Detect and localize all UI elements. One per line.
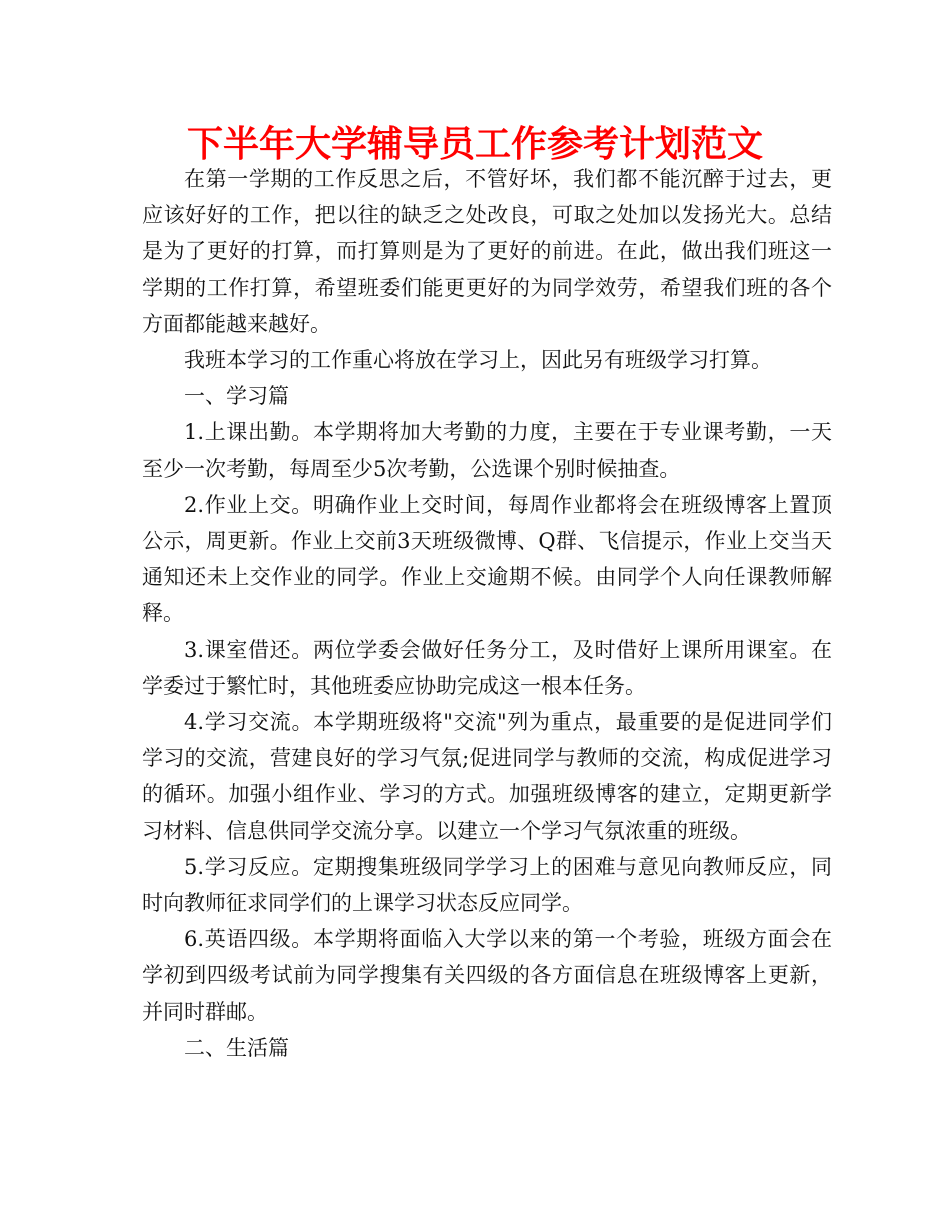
paragraph-homework: 2.作业上交。明确作业上交时间，每周作业都将会在班级博客上置顶公示，周更新。作业上交前3天班级微博、Q群、飞信提示，作业上交当天通知还未上交作业的同学。作业上交逾期不候。由同学个人向任课教师解释。 <box>142 492 832 626</box>
document-title: 下半年大学辅导员工作参考计划范文 <box>186 124 763 165</box>
paragraph-intro: 在第一学期的工作反思之后，不管好坏，我们都不能沉醉于过去，更应该好好的工作，把以往的缺乏之处改良，可取之处加以发扬光大。总结是为了更好的打算，而打算则是为了更好的前进。在此，做出我们班这一学期的工作打算，希望班委们能更更好的为同学效劳，希望我们班的各个方面都能越来越好。 <box>142 167 832 336</box>
paragraph-feedback: 5.学习反应。定期搜集班级同学学习上的困难与意见向教师反应，同时向教师征求同学们的上课学习状态反应同学。 <box>142 854 832 916</box>
section-heading-life: 二、生活篇 <box>184 1035 289 1060</box>
section-heading-study: 一、学习篇 <box>184 384 289 409</box>
paragraph-attendance: 1.上课出勤。本学期将加大考勤的力度，主要在于专业课考勤，一天至少一次考勤，每周至少5次考勤，公选课个别时候抽查。 <box>142 420 832 481</box>
paragraph-exchange: 4.学习交流。本学期班级将"交流"列为重点，最重要的是促进同学们学习的交流，营建良好的学习气氛;促进同学与教师的交流，构成促进学习的循环。加强小组作业、学习的方式。加强班级博客的建立，定期更新学习材料、信息供同学交流分享。以建立一个学习气氛浓重的班级。 <box>142 710 832 843</box>
paragraph-cet4: 6.英语四级。本学期将面临入大学以来的第一个考验，班级方面会在学初到四级考试前为同学搜集有关四级的各方面信息在班级博客上更新，并同时群邮。 <box>142 927 832 1024</box>
paragraph-classroom: 3.课室借还。两位学委会做好任务分工，及时借好上课所用课室。在学委过于繁忙时，其他班委应协助完成这一根本任务。 <box>142 637 832 698</box>
paragraph-focus: 我班本学习的工作重心将放在学习上，因此另有班级学习打算。 <box>184 348 772 373</box>
document-body <box>142 161 832 1066</box>
